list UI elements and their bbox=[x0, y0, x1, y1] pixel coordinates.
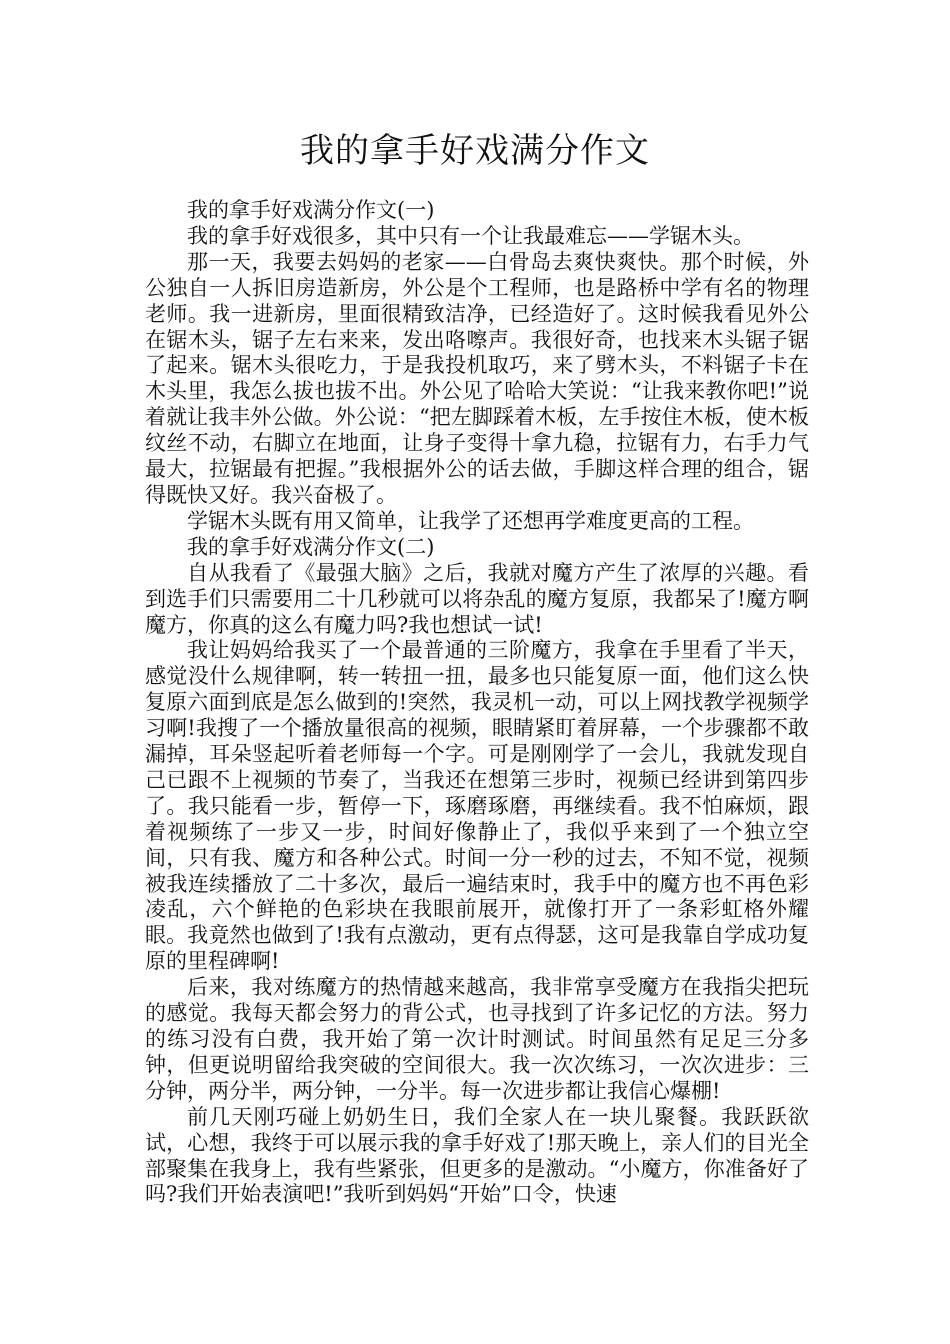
paragraph: 自从我看了《最强大脑》之后，我就对魔方产生了浓厚的兴趣。看到选手们只需要用二十几秒就可以将杂乱的魔方复原，我都呆了!魔方啊魔方，你真的这么有魔力吗?我也想试一试! bbox=[145, 560, 809, 637]
paragraph: 我的拿手好戏满分作文(一) bbox=[187, 198, 435, 222]
paragraph: 那一天，我要去妈妈的老家——白骨岛去爽快爽快。那个时候，外公独自一人拆旧房造新房，外公是个工程师，也是路桥中学有名的物理老师。我一进新房，里面很精致洁净，已经造好了。这时候我看见外公在锯木头，锯子左右来来，发出咯嚓声。我很好奇，也找来木头锯子锯了起来。锯木头很吃力，于是我投机取巧，来了劈木头，不料锯子卡在木头里，我怎么拔也拔不出。外公见了哈哈大笑说：“让我来教你吧!”说着就让我丰外公做。外公说：“把左脚踩着木板，左手按住木板，使木板纹丝不动，右脚立在地面，让身子变得十拿九稳，拉锯有力，右手力气最大，拉锯最有把握。”我根据外公的话去做，手脚这样合理的组合，锯得既快又好。我兴奋极了。 bbox=[145, 249, 809, 507]
paragraph: 学锯木头既有用又简单，让我学了还想再学难度更高的工程。 bbox=[187, 508, 754, 533]
paragraph: 我的拿手好戏很多，其中只有一个让我最难忘——学锯木头。 bbox=[187, 223, 754, 248]
paragraph: 前几天刚巧碰上奶奶生日，我们全家人在一块儿聚餐。我跃跃欲试，心想，我终于可以展示我的拿手好戏了!那天晚上，亲人们的目光全部聚集在我身上，我有些紧张，但更多的是激动。“小魔方，你准备好了吗?我们开始表演吧!”我听到妈妈“开始”口令，快速 bbox=[145, 1104, 809, 1207]
paragraph: 我的拿手好戏满分作文(二) bbox=[187, 534, 435, 559]
paragraph: 我让妈妈给我买了一个最普通的三阶魔方，我拿在手里看了半天，感觉没什么规律啊，转一转扭一扭，最多也只能复原一面，他们这么快复原六面到底是怎么做到的!突然，我灵机一动，可以上网找教学视频学习啊!我搜了一个播放量很高的视频，眼睛紧盯着屏幕，一个步骤都不敢漏掉，耳朵竖起听着老师每一个字。可是刚刚学了一会儿，我就发现自己已跟不上视频的节奏了，当我还在想第三步时，视频已经讲到第四步了。我只能看一步，暂停一下，琢磨琢磨，再继续看。我不怕麻烦，跟着视频练了一步又一步，时间好像静止了，我似乎来到了一个独立空间，只有我、魔方和各种公式。时间一分一秒的过去，不知不觉，视频被我连续播放了二十多次，最后一遍结束时，我手中的魔方也不再色彩凌乱，六个鲜艳的色彩块在我眼前展开，就像打开了一条彩虹格外耀眼。我竟然也做到了!我有点激动，更有点得瑟，这可是我靠自学成功复原的里程碑啊! bbox=[145, 638, 809, 974]
paragraph: 后来，我对练魔方的热情越来越高，我非常享受魔方在我指尖把玩的感觉。我每天都会努力的背公式，也寻找到了许多记忆的方法。努力的练习没有白费，我开始了第一次计时测试。时间虽然有足足三分多钟，但更说明留给我突破的空间很大。我一次次练习，一次次进步：三分钟，两分半，两分钟，一分半。每一次进步都让我信心爆棚! bbox=[145, 975, 809, 1103]
document-body bbox=[145, 198, 809, 1208]
document-title: 我的拿手好戏满分作文 bbox=[300, 131, 650, 171]
